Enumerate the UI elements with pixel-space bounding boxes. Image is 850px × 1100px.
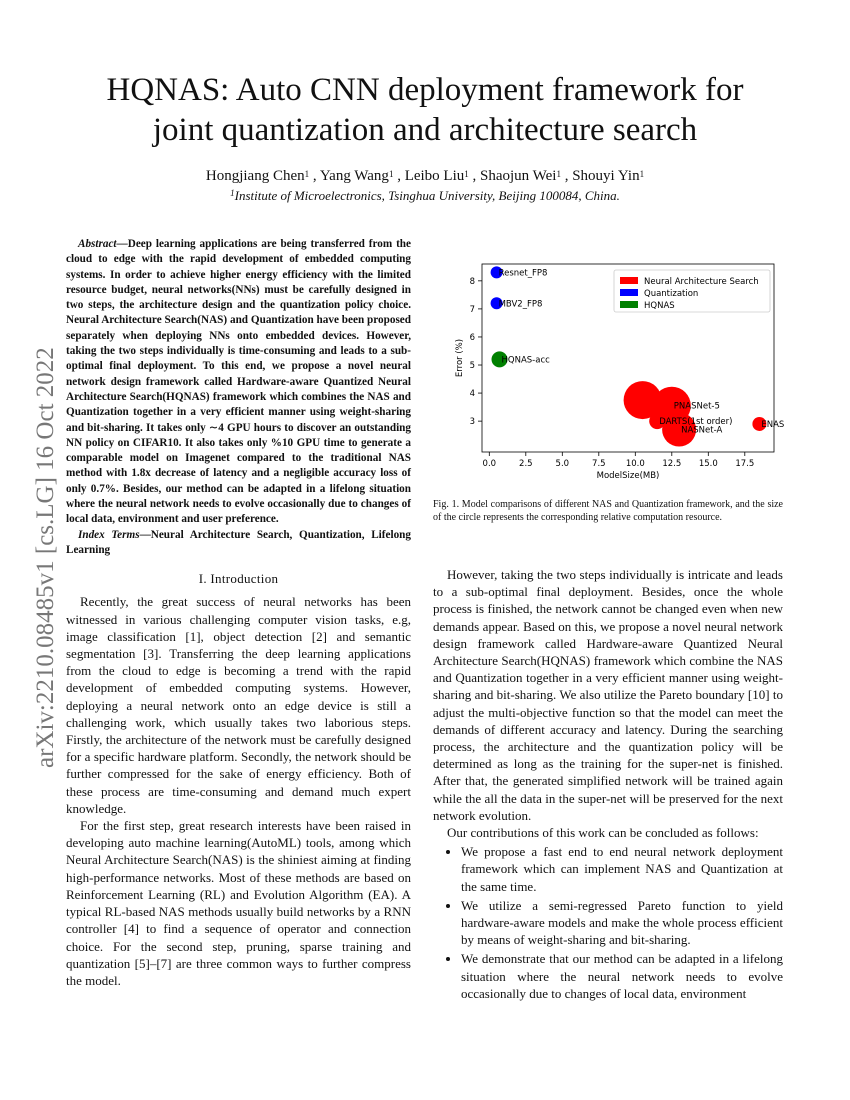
arxiv-id-text: arXiv:2210.08485v1 [cs.LG] 16 Oct 2022: [32, 347, 59, 768]
y-tick-label: 4: [469, 389, 475, 400]
author-name: Leibo Liu: [404, 168, 465, 184]
right-paragraph-1: However, taking the two steps individually is intricate and leads to a sub-optimal final deployment. Besides, once the whole process is finished, the network cannot be changed even when new demands appear. Based on this, we propose a novel neural network design framework called Hardware-aware Quantized Neural Architecture Search(HQNAS) framework which combine the NAS and Quantization together in a very efficient manner using weight-sharing and bit-sharing. We also utilize the Pareto boundary [10] to adjust the multi-objective function so that the model can meet the demands of different accuracy and latency. During the searching process, the architecture and the quantization policy will be determined as long as the training for the super-net is finished. After that, the generated simplified network will be trained again while the all the data in the super-net will be preserved for the next network evolution.: [433, 567, 783, 823]
x-tick-label: 0.0: [482, 459, 497, 469]
contribution-item: • We propose a fast end to end neural network deployment framework which can implement NAS and Quantization at the same time.: [461, 843, 783, 895]
point-label: Resnet_FP8: [498, 268, 548, 279]
x-tick-label: 7.5: [592, 459, 606, 469]
point-label: HQNAS-acc: [501, 355, 550, 366]
legend-swatch: [620, 289, 638, 296]
author-list: Hongjiang Chen$^1$ , Yang Wang$^1$ , Leibo Liu$^1$ , Shaojun Wei$^1$ , Shouyi Yin$^1$: [205, 168, 645, 184]
figure-1-chart: [432, 262, 785, 490]
legend-swatch: [620, 277, 638, 284]
x-axis-label: ModelSize(MB): [596, 471, 660, 481]
point-label: DARTS(1st order): [659, 417, 733, 428]
paper-title-line2: joint quantization and architecture search: [152, 112, 698, 148]
x-tick-label: 5.0: [555, 459, 570, 469]
legend-label: HQNAS: [644, 301, 675, 311]
y-axis-label: Error (%): [455, 338, 465, 378]
index-terms-text: —Neural Architecture Search, Quantization, Lifelong Learning: [66, 528, 411, 556]
right-paragraph-2: Our contributions of this work can be concluded as follows:: [447, 825, 759, 841]
affiliation: $^1$Institute of Microelectronics, Tsinghua University, Beijing 100084, China.: [230, 188, 620, 203]
author-name: Shaojun Wei: [480, 168, 557, 184]
author-name: Yang Wang: [319, 168, 389, 184]
y-tick-label: 5: [469, 361, 475, 372]
right-column: [433, 566, 783, 1004]
paper-title-line1: HQNAS: Auto CNN deployment framework for: [106, 72, 744, 108]
legend-label: Quantization: [644, 289, 699, 299]
contribution-item: • We demonstrate that our method can be adapted in a lifelong situation where the neural network needs to evolve occasionally due to changes of local data, environment: [461, 950, 783, 1002]
figure-1-caption: Fig. 1. Model comparisons of different NAS and Quantization framework, and the size of the circle represents the corresponding relative computation resource.: [433, 499, 783, 523]
abstract-label: Abstract: [78, 238, 117, 250]
y-tick-label: 3: [469, 417, 475, 428]
x-tick-label: 2.5: [519, 459, 533, 469]
point-label: ENAS: [761, 419, 785, 430]
y-tick-label: 7: [469, 304, 475, 315]
y-tick-label: 8: [469, 276, 475, 287]
intro-paragraph-2: For the first step, great research interests have been raised in developing auto machine learning(AutoML) tools, among which Neural Architecture Search(NAS) is the shiniest aiming at finding high-performance networks. Most of these methods are based on Reinforcement Learning (RL) and Evolution Algorithm (EA). A typical RL-based NAS methods usually build networks by a RNN controller [4] to find a sequence of operator and connection choice. For the second step, pruning, sparse training and quantization [5]–[7] are three common ways to further compress the model.: [66, 818, 411, 988]
legend-swatch: [620, 301, 638, 308]
abstract-text: —Deep learning applications are being transferred from the cloud to edge with the rapid development of embedded computing systems. In order to achieve higher energy efficiency with the limited resource budget, neural networks(NNs) must be carefully designed in two steps, the architecture design and the quantization policy choice. Neural Architecture Search(NAS) and Quantization have been proposed separately when deploying NNs onto embedded devices. However, taking the two steps individually is time-consuming and leads to a sub-optimal final deployment. To this end, we propose a novel neural network design framework called Hardware-aware Quantized Neural Architecture Search(HQNAS) framework which combines the NAS and Quantization together in a very efficient manner using weight-sharing and bit-sharing. It takes only ∼4 GPU hours to discover an outstanding NN policy on CIFAR10. It also takes only %10 GPU time to generate a comparable model on Imagenet compared to the traditional NAS method with 1.8x decrease of latency and a negligible accuracy loss of only 0.7%. Besides, our method can be adapted in a lifelong situation where the neural network needs to evolve occasionally due to changes of local data, environment and user preference.: [66, 238, 411, 526]
contributions-list: [433, 843, 783, 1002]
author-name: Hongjiang Chen: [205, 168, 305, 184]
legend-label: Neural Architecture Search: [644, 277, 759, 287]
point-label: NASNet-A: [681, 425, 723, 436]
y-tick-label: 6: [469, 332, 475, 343]
abstract: [66, 237, 411, 558]
x-tick-label: 12.5: [662, 459, 682, 469]
index-terms-label: Index Terms: [78, 528, 140, 541]
point-label: MBV2_FP8: [498, 299, 543, 310]
author-name: Shouyi Yin: [572, 168, 640, 184]
intro-paragraph-1: Recently, the great success of neural networks has been witnessed in various challenging computer vision tasks, e.g, image classification [1], object detection [2] and semantic segmentation [3]. Transferring the deep learning applications from the cloud to edge is becoming a trend with the rapid development of embedded computing systems. However, deploying a neural network onto an edge device is still a challenging work, which usually takes two laborious steps. Firstly, the architecture of the network must be carefully designed for a specific hardware platform. Secondly, the network should be further compressed for the sake of energy efficiency. Both of these process are time-consuming and demand much expert knowledge.: [66, 594, 411, 816]
x-tick-label: 17.5: [735, 459, 755, 469]
x-tick-label: 10.0: [625, 459, 645, 469]
point-label: PNASNet-5: [673, 401, 720, 412]
left-column: [66, 237, 411, 989]
arxiv-sidebar-id: [15, 268, 61, 768]
contribution-item: • We utilize a semi-regressed Pareto function to yield hardware-aware models and make the whole process efficient by means of weight-sharing and bit-sharing.: [461, 897, 783, 949]
x-tick-label: 15.0: [698, 459, 718, 469]
section-heading-introduction: I. Introduction: [198, 571, 279, 587]
